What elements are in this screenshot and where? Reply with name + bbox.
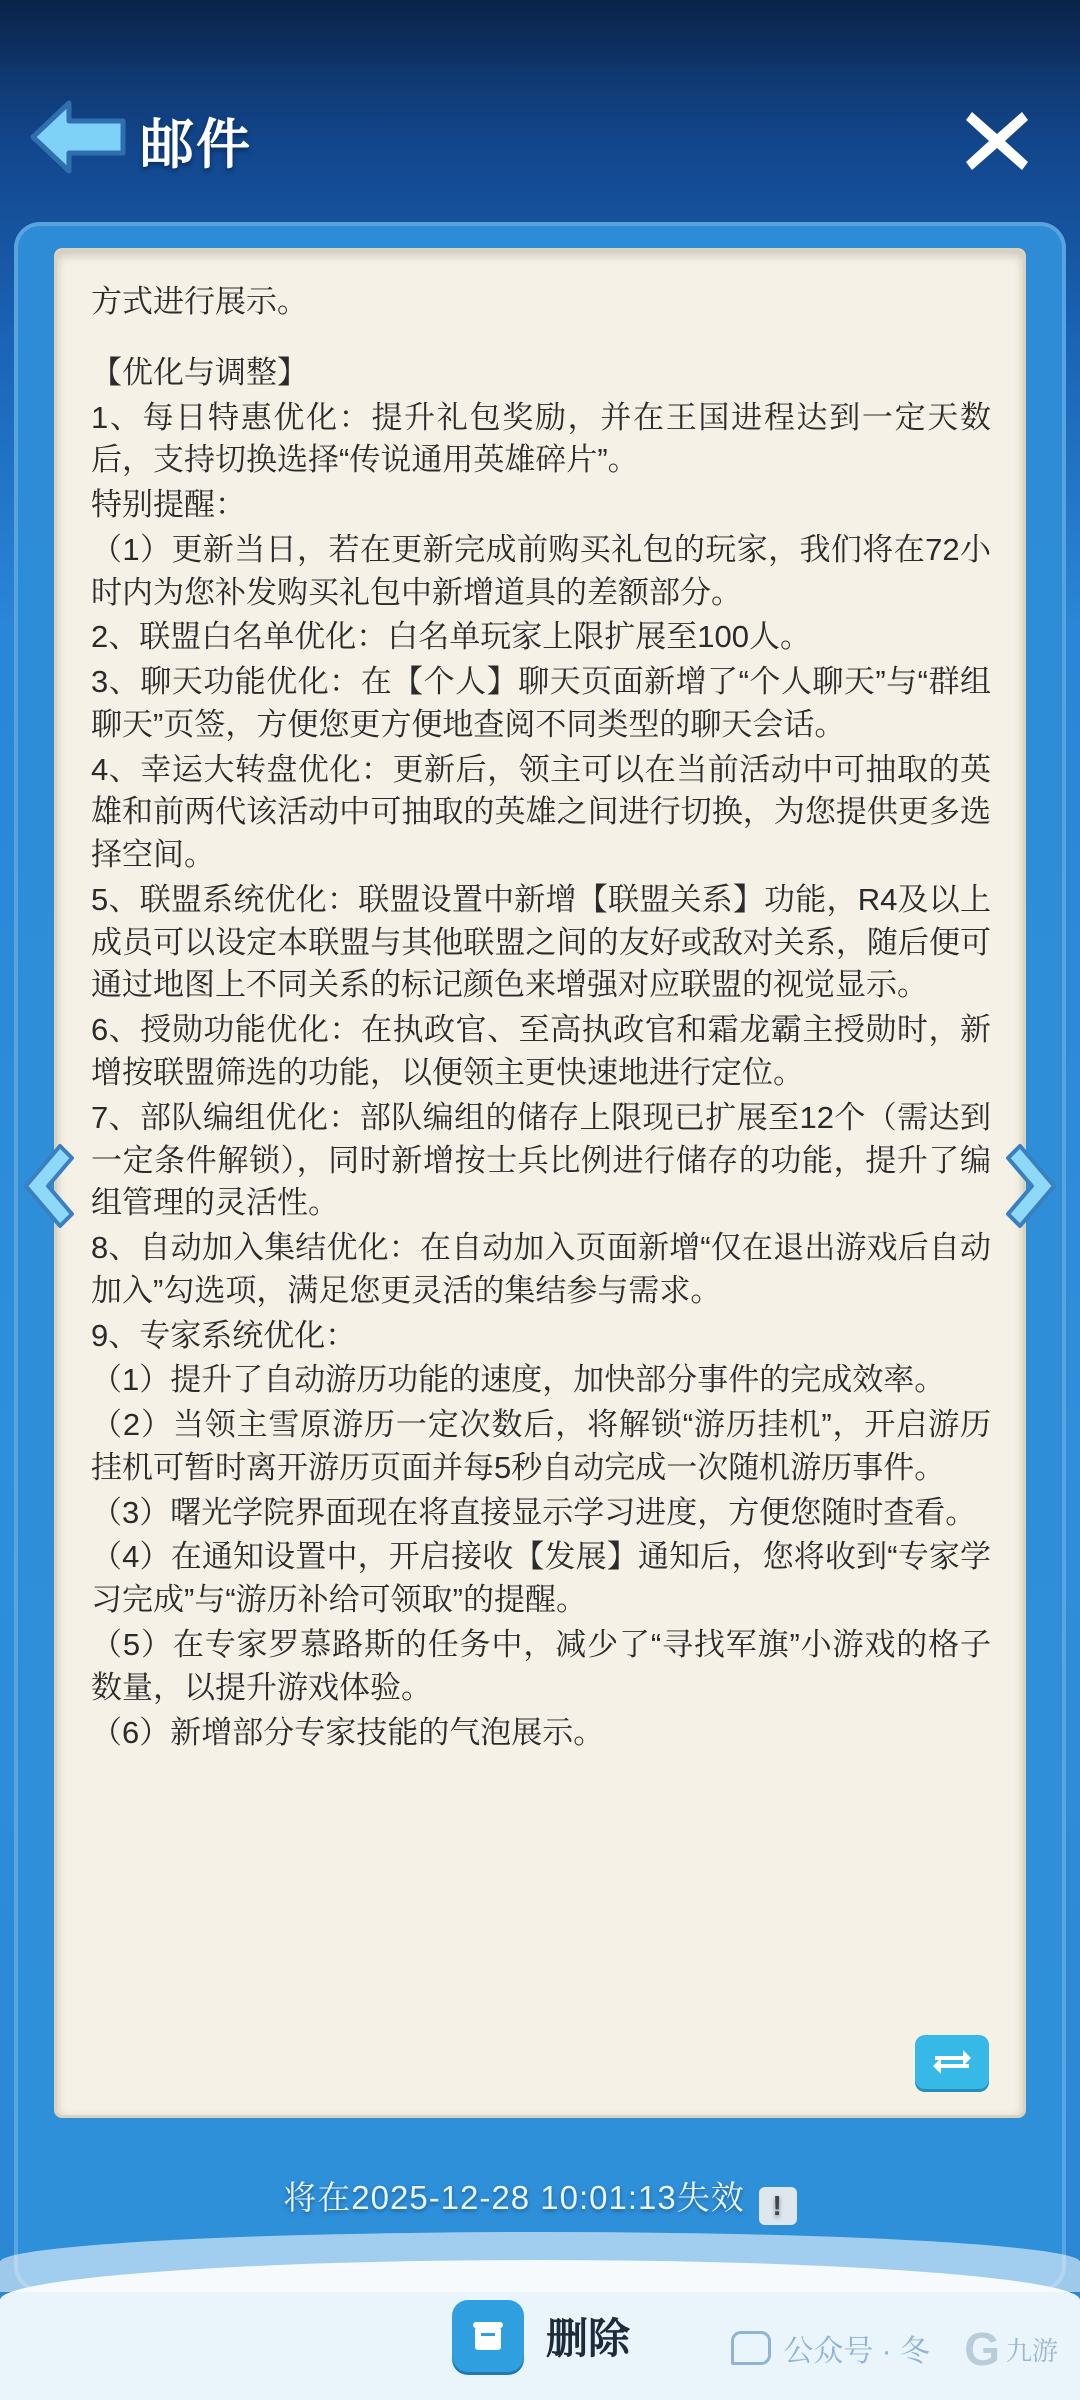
mail-paragraph: （3）曙光学院界面现在将直接显示学习进度，方便您随时查看。 bbox=[91, 1494, 977, 1530]
close-button[interactable] bbox=[960, 104, 1034, 178]
mail-paragraph: 【优化与调整】 bbox=[91, 354, 308, 390]
page-title: 邮件 bbox=[140, 115, 252, 175]
mail-paragraph: 7、部队编组优化：部队编组的储存上限现已扩展至12个（需达到一定条件解锁），同时新增按士兵比例进行储存的功能，提升了编组管理的灵活性。 bbox=[91, 1099, 991, 1221]
expiry-row bbox=[14, 2172, 1066, 2225]
mail-paragraph: 1、每日特惠优化：提升礼包奖励，并在王国进程达到一定天数后，支持切换选择“传说通用英雄碎片”。 bbox=[91, 399, 991, 478]
back-button[interactable] bbox=[22, 94, 132, 180]
close-icon bbox=[960, 104, 1034, 178]
mail-paragraph: （1）提升了自动游历功能的速度，加快部分事件的完成效率。 bbox=[91, 1362, 946, 1398]
mail-paragraph: （2）当领主雪原游历一定次数后，将解锁“游历挂机”，开启游历挂机可暂时离开游历页面并每5秒自动完成一次随机游历事件。 bbox=[91, 1407, 991, 1485]
mail-paragraph: （5）在专家罗慕路斯的任务中，减少了“寻找军旗”小游戏的格子数量，以提升游戏体验。 bbox=[91, 1626, 991, 1705]
mail-body bbox=[57, 251, 1023, 1784]
wechat-icon bbox=[731, 2331, 771, 2365]
page-header bbox=[0, 64, 1080, 214]
chevron-right-icon bbox=[1000, 1140, 1066, 1232]
next-mail-button[interactable] bbox=[1000, 1140, 1066, 1232]
mail-paragraph: 6、授勋功能优化：在执政官、至高执政官和霜龙霸主授勋时，新增按联盟筛选的功能，以便领主更快速地进行定位。 bbox=[91, 1012, 991, 1091]
swap-language-button[interactable] bbox=[915, 2035, 989, 2089]
mail-paragraph: 方式进行展示。 bbox=[91, 284, 308, 319]
mail-paragraph: 特别提醒： bbox=[91, 487, 246, 523]
watermark bbox=[731, 2326, 930, 2370]
warning-icon: ! bbox=[759, 2187, 797, 2225]
brand-text: 九游 bbox=[1005, 2335, 1058, 2366]
mail-paragraph: 5、联盟系统优化：联盟设置中新增【联盟关系】功能，R4及以上成员可以设定本联盟与其他联盟之间的友好或敌对关系，随后便可通过地图上不同关系的标记颜色来增强对应联盟的视觉显示。 bbox=[91, 881, 991, 1003]
mail-panel bbox=[14, 222, 1066, 2292]
trash-icon bbox=[452, 2300, 524, 2372]
mail-paragraph: （4）在通知设置中，开启接收【发展】通知后，您将收到“专家学习完成”与“游历补给可领取”的提醒。 bbox=[91, 1539, 991, 1618]
mail-paragraph: （1）更新当日，若在更新完成前购买礼包的玩家，我们将在72小时内为您补发购买礼包中新增道具的差额部分。 bbox=[91, 531, 991, 610]
back-arrow-icon bbox=[25, 99, 129, 175]
chevron-left-icon bbox=[14, 1140, 80, 1232]
prev-mail-button[interactable] bbox=[14, 1140, 80, 1232]
bottom-bar bbox=[0, 2280, 1080, 2400]
brand-mark: G bbox=[964, 2323, 1000, 2375]
mail-content-scroll[interactable] bbox=[54, 248, 1026, 2118]
mail-paragraph: 4、幸运大转盘优化：更新后，领主可以在当前活动中可抽取的英雄和前两代该活动中可抽取的英雄之间进行切换，为您提供更多选择空间。 bbox=[91, 751, 991, 873]
mail-paragraph: 9、专家系统优化： bbox=[91, 1317, 357, 1353]
mail-paragraph: 2、联盟白名单优化：白名单玩家上限扩展至100人。 bbox=[91, 619, 811, 655]
brand-watermark bbox=[964, 2322, 1058, 2376]
mail-paragraph: （6）新增部分专家技能的气泡展示。 bbox=[91, 1714, 605, 1750]
watermark-text: 公众号 · 冬 bbox=[783, 2335, 930, 2368]
mail-paragraph: 3、聊天功能优化：在【个人】聊天页面新增了“个人聊天”与“群组聊天”页签，方便您更方便地查阅不同类型的聊天会话。 bbox=[91, 664, 991, 742]
expiry-text: 将在2025-12-28 10:01:13失效 bbox=[283, 2179, 745, 2216]
delete-label: 删除 bbox=[546, 2315, 631, 2362]
delete-button[interactable] bbox=[452, 2300, 630, 2372]
status-bar bbox=[0, 0, 1080, 64]
mail-paragraph: 8、自动加入集结优化：在自动加入页面新增“仅在退出游戏后自动加入”勾选项，满足您更灵活的集结参与需求。 bbox=[91, 1230, 991, 1308]
swap-arrows-icon bbox=[931, 2047, 973, 2077]
